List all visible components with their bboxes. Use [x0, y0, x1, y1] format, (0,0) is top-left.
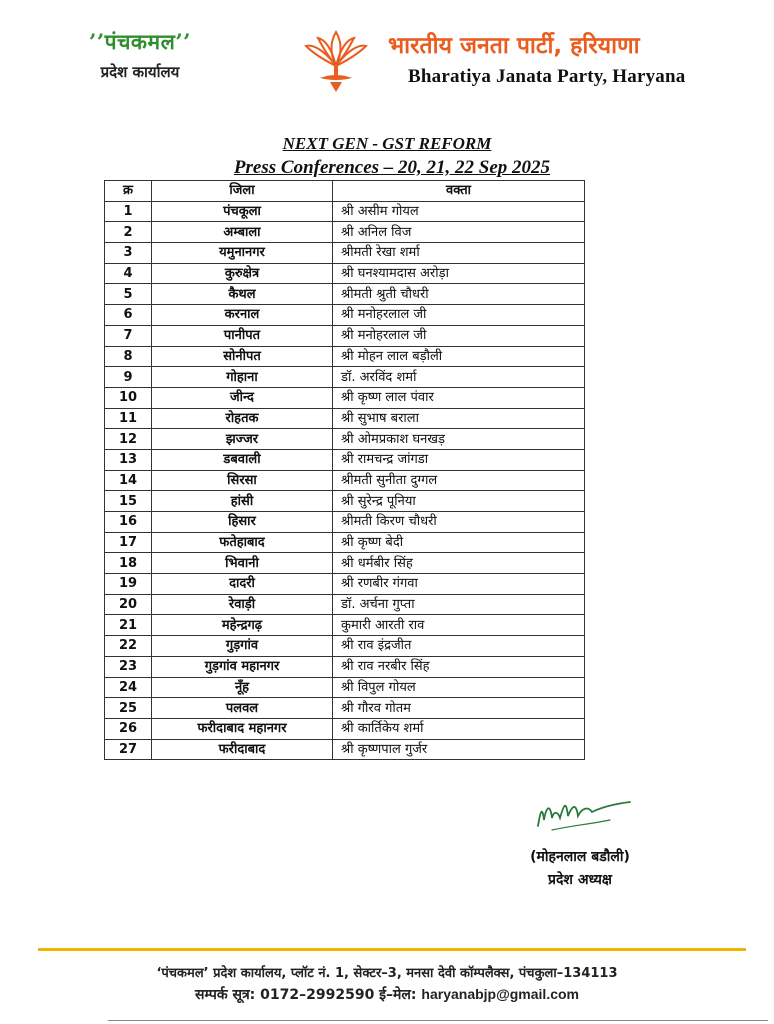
district-cell: रोहतक — [152, 408, 333, 429]
district-cell: करनाल — [152, 305, 333, 326]
serial-cell: 6 — [105, 305, 152, 326]
lotus-icon — [300, 26, 372, 94]
speaker-cell: श्री मोहन लाल बड़ौली — [333, 346, 585, 367]
table-row — [105, 656, 585, 677]
district-cell: फरीदाबाद — [152, 739, 333, 760]
table-row — [105, 512, 585, 533]
district-cell: दादरी — [152, 574, 333, 595]
table-row — [105, 532, 585, 553]
table-row — [105, 553, 585, 574]
brand-name: ’’पंचकमल’’ — [89, 29, 191, 54]
table-row — [105, 449, 585, 470]
serial-cell: 18 — [105, 553, 152, 574]
table-row — [105, 470, 585, 491]
serial-cell: 17 — [105, 532, 152, 553]
district-cell: रेवाड़ी — [152, 594, 333, 615]
serial-cell: 27 — [105, 739, 152, 760]
footer-address: ‘पंचकमल’ प्रदेश कार्यालय, प्लॉट नं. 1, सेक्टर–3, मनसा देवी कॉम्पलैक्स, पंचकुला–134113 — [156, 966, 618, 981]
speaker-cell: श्रीमती रेखा शर्मा — [333, 243, 585, 264]
speaker-cell: श्री कृष्ण लाल पंवार — [333, 387, 585, 408]
district-cell: सिरसा — [152, 470, 333, 491]
table-row — [105, 636, 585, 657]
speaker-cell: श्री अनिल विज — [333, 222, 585, 243]
table-row — [105, 284, 585, 305]
table-header-row — [105, 181, 585, 202]
serial-cell: 8 — [105, 346, 152, 367]
page-bottom-edge — [108, 1020, 768, 1021]
district-cell: फतेहाबाद — [152, 532, 333, 553]
serial-cell: 7 — [105, 325, 152, 346]
table-row — [105, 491, 585, 512]
table-row — [105, 594, 585, 615]
contact-email[interactable]: haryanabjp@gmail.com — [421, 986, 579, 1002]
district-cell: जीन्द — [152, 387, 333, 408]
contact-phone: सम्पर्क सूत्र: 0172–2992590 ई–मेल: — [194, 987, 417, 1003]
table-row — [105, 574, 585, 595]
table-row — [105, 243, 585, 264]
table-row — [105, 739, 585, 760]
serial-cell: 5 — [105, 284, 152, 305]
speaker-cell: श्री धर्मबीर सिंह — [333, 553, 585, 574]
speakers-table — [104, 180, 585, 760]
district-cell: महेन्द्रगढ़ — [152, 615, 333, 636]
serial-cell: 26 — [105, 718, 152, 739]
serial-cell: 12 — [105, 429, 152, 450]
speaker-cell: श्री मनोहरलाल जी — [333, 325, 585, 346]
table-row — [105, 222, 585, 243]
speaker-cell: कुमारी आरती राव — [333, 615, 585, 636]
serial-cell: 25 — [105, 698, 152, 719]
column-header-district: जिला — [152, 181, 333, 202]
speaker-cell: श्री सुभाष बराला — [333, 408, 585, 429]
speaker-cell: श्रीमती सुनीता दुग्गल — [333, 470, 585, 491]
speaker-cell: श्री राव नरबीर सिंह — [333, 656, 585, 677]
speaker-cell: श्री रामचन्द्र जांगडा — [333, 449, 585, 470]
district-cell: हिसार — [152, 512, 333, 533]
district-cell: हांसी — [152, 491, 333, 512]
district-cell: सोनीपत — [152, 346, 333, 367]
speaker-cell: डॉ. अर्चना गुप्ता — [333, 594, 585, 615]
table-row — [105, 429, 585, 450]
serial-cell: 10 — [105, 387, 152, 408]
document-title: NEXT GEN - GST REFORM — [282, 134, 492, 153]
district-cell: गुड़गांव महानगर — [152, 656, 333, 677]
signatory-designation: प्रदेश अध्यक्ष — [548, 872, 612, 888]
letterhead-left — [60, 28, 220, 82]
table-row — [105, 718, 585, 739]
speaker-cell: श्री असीम गोयल — [333, 201, 585, 222]
serial-cell: 1 — [105, 201, 152, 222]
office-label: प्रदेश कार्यालय — [100, 63, 180, 81]
table-row — [105, 408, 585, 429]
speaker-cell: श्री विपुल गोयल — [333, 677, 585, 698]
table-row — [105, 263, 585, 284]
district-cell: फरीदाबाद महानगर — [152, 718, 333, 739]
table-row — [105, 201, 585, 222]
table-row — [105, 698, 585, 719]
district-cell: भिवानी — [152, 553, 333, 574]
footer-divider — [38, 948, 746, 951]
district-cell: पानीपत — [152, 325, 333, 346]
column-header-speaker: वक्ता — [333, 181, 585, 202]
serial-cell: 22 — [105, 636, 152, 657]
speaker-cell: श्रीमती किरण चौधरी — [333, 512, 585, 533]
footer-contact — [0, 985, 774, 1004]
speaker-cell: श्री कृष्ण बेदी — [333, 532, 585, 553]
serial-cell: 23 — [105, 656, 152, 677]
serial-cell: 20 — [105, 594, 152, 615]
speaker-cell: श्री घनश्यामदास अरोड़ा — [333, 263, 585, 284]
speaker-cell: श्रीमती श्रुती चौधरी — [333, 284, 585, 305]
district-cell: कैथल — [152, 284, 333, 305]
district-cell: यमुनानगर — [152, 243, 333, 264]
party-name-hindi: भारतीय जनता पार्टी, हरियाणा — [388, 33, 640, 59]
speaker-cell: श्री गौरव गोतम — [333, 698, 585, 719]
column-header-serial: क्र — [105, 181, 152, 202]
speaker-cell: श्री रणबीर गंगवा — [333, 574, 585, 595]
serial-cell: 21 — [105, 615, 152, 636]
serial-cell: 9 — [105, 367, 152, 388]
serial-cell: 19 — [105, 574, 152, 595]
signature-image — [530, 790, 640, 840]
table-row — [105, 387, 585, 408]
table-row — [105, 305, 585, 326]
district-cell: पंचकूला — [152, 201, 333, 222]
party-name-english: Bharatiya Janata Party, Haryana — [408, 66, 686, 87]
table-row — [105, 677, 585, 698]
speaker-cell: श्री ओमप्रकाश घनखड़ — [333, 429, 585, 450]
signatory-name: (मोहनलाल बडौली) — [530, 849, 630, 865]
district-cell: झज्जर — [152, 429, 333, 450]
district-cell: गुड़गांव — [152, 636, 333, 657]
serial-cell: 14 — [105, 470, 152, 491]
district-cell: गोहाना — [152, 367, 333, 388]
serial-cell: 16 — [105, 512, 152, 533]
speaker-cell: श्री कृष्णपाल गुर्जर — [333, 739, 585, 760]
table-row — [105, 367, 585, 388]
district-cell: नूँह — [152, 677, 333, 698]
speaker-cell: श्री कार्तिकेय शर्मा — [333, 718, 585, 739]
serial-cell: 2 — [105, 222, 152, 243]
serial-cell: 24 — [105, 677, 152, 698]
table-row — [105, 615, 585, 636]
serial-cell: 13 — [105, 449, 152, 470]
serial-cell: 15 — [105, 491, 152, 512]
serial-cell: 11 — [105, 408, 152, 429]
table-row — [105, 346, 585, 367]
district-cell: अम्बाला — [152, 222, 333, 243]
speaker-cell: श्री राव इंद्रजीत — [333, 636, 585, 657]
table-row — [105, 325, 585, 346]
speaker-cell: श्री सुरेन्द्र पूनिया — [333, 491, 585, 512]
serial-cell: 4 — [105, 263, 152, 284]
district-cell: पलवल — [152, 698, 333, 719]
letterhead-right — [388, 28, 728, 88]
district-cell: डबवाली — [152, 449, 333, 470]
speaker-cell: श्री मनोहरलाल जी — [333, 305, 585, 326]
speaker-cell: डॉ. अरविंद शर्मा — [333, 367, 585, 388]
district-cell: कुरुक्षेत्र — [152, 263, 333, 284]
document-subtitle: Press Conferences – 20, 21, 22 Sep 2025 — [233, 157, 551, 178]
serial-cell: 3 — [105, 243, 152, 264]
